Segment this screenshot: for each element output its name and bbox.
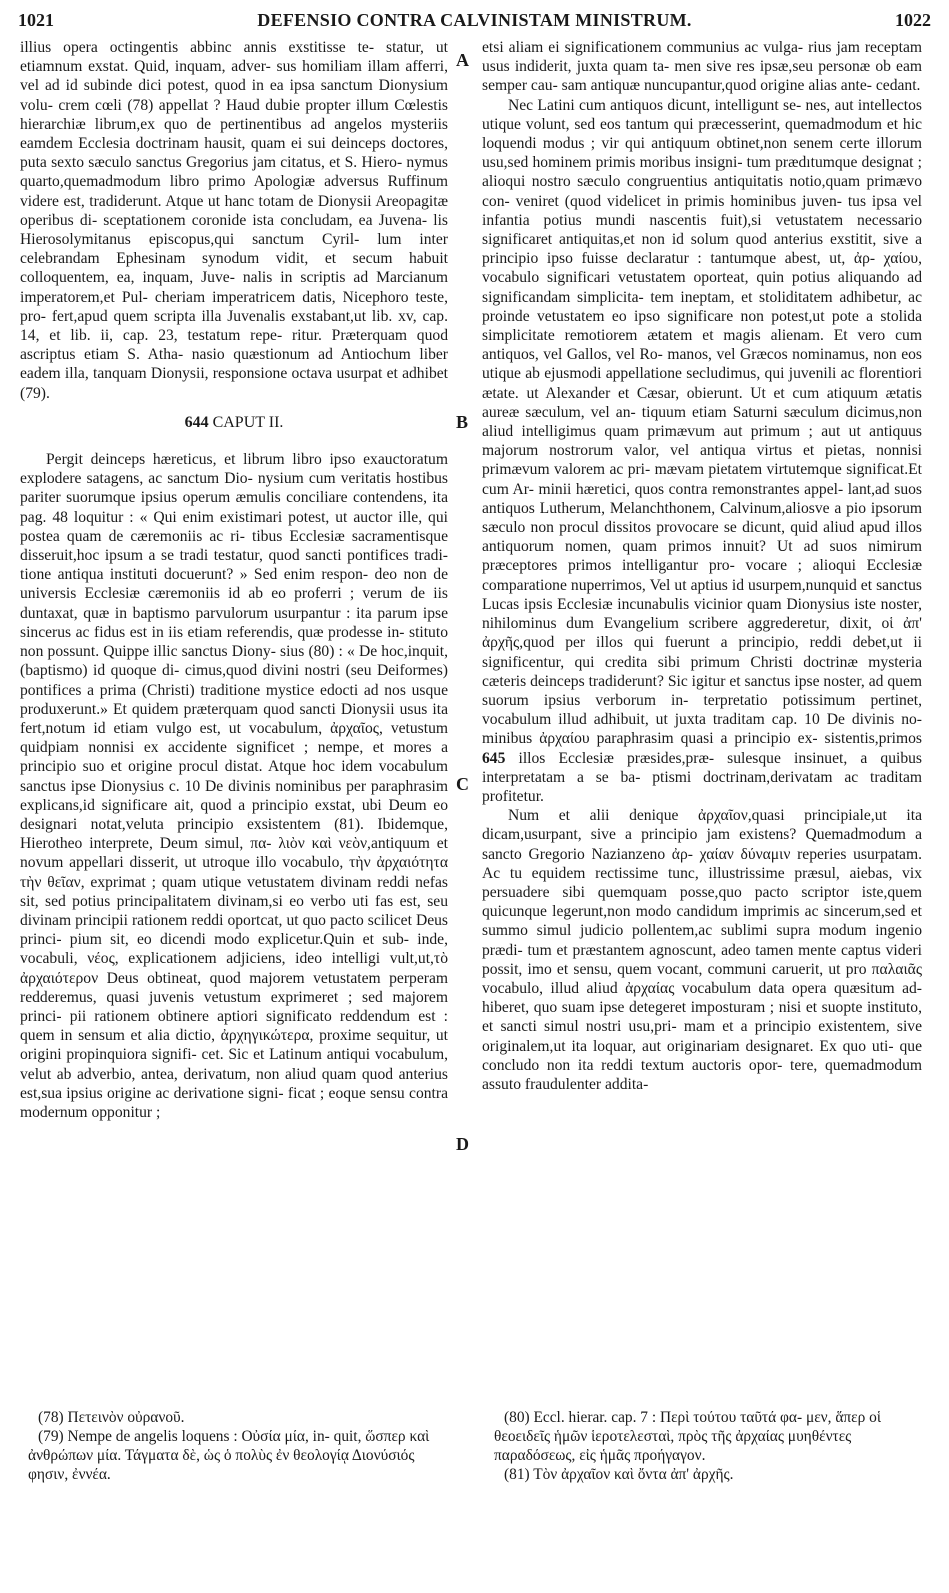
running-title: DEFENSIO CONTRA CALVINISTAM MINISTRUM. xyxy=(257,10,692,30)
right-paragraph-2-tail: illos Ecclesiæ præsides,præ- sulesque insinuet, a quibus interpretatam a se ba- ptismi doctrinam,derivatam ac traditam profitetur. xyxy=(482,749,922,805)
right-column xyxy=(482,38,922,1094)
margin-letter-d: D xyxy=(456,1134,469,1154)
margin-letter-b: B xyxy=(456,412,469,432)
margin-letter-a: A xyxy=(456,50,469,70)
footnotes-right xyxy=(494,1408,924,1484)
margin-letter-c: C xyxy=(456,774,469,794)
inline-page-number: 645 xyxy=(482,749,506,767)
footnotes-left xyxy=(28,1408,448,1484)
page-number-right: 1022 xyxy=(895,10,931,30)
left-paragraph-1: illius opera octingentis abbinc annis exstitisse te- statur, ut etiamnum exstat. Quid, inquam, adver- sus homiliam illam afferri, vel ad id subinde dici potest, quod in ea ipsa sanctum Dionysium volu- crem cœli (78) appellat ? Haud dubie propter illum Cœlestis hierarchiæ librum,ex quo de pertinentibus ad angelos mysteriis eamdem Ecclesia doctrinam hausit, quam ei sui deinceps doctores, puta sexto sæculo sanctus Gregorius jam citatus, et S. Hiero- nymus quarto,quemadmodum libro primo Apologiæ adversus Ruffinum videre est, tradiderunt. Atque ut hanc totam de Dionysii Areopagitæ operibus di- sceptationem coronide ista concludam, ea Juvena- lis Hierosolymitanus episcopus,qui sanctum Cyril- lum inter celebrandam Ephesinam synodum vidit, et secum habuit colloquentem, ea, inquam, Juve- nalis in scriptis ad Marcianum imperatorem,et Pul- cheriam imperatricem datis, Nicephoro teste, pro- fert,apud quem scripta illa Juvenalis exstabant,ut lib. xv, cap. 14, et lib. ii, cap. 23, testatum repe- ritur. Præterquam quod ascriptus etiam S. Atha- nasio quæstionum ad Antiochum liber eadem illa, tanquam Dionysii, responsione octava usurpat et adhibet (79). xyxy=(20,39,448,402)
footnote-79: (79) Nempe de angelis loquens : Οὐσία μία, in- quit, ὥσπερ καὶ ἀνθρώπων μία. Τάγματα δὲ, ὡς ὁ πολὺς ἐν θεολογίᾳ Διονύσιός φησιν, ἐννέα. xyxy=(28,1428,430,1483)
left-column xyxy=(20,38,448,1122)
footnote-78: (78) Πετεινὸν οὐρανοῦ. xyxy=(38,1409,185,1426)
left-paragraph-2: Pergit deinceps hæreticus, et librum libro ipso exauctoratum explodere satagens, ac sanctum Dio- nysium cum veritatis hostibus pariter suorumque ipsius operum æmulis conciliare contendens, ita pag. 48 loquitur : « Qui enim existimari potest, ut auctor ille, qui postea quam de cæremoniis ac ri- tibus Ecclesiæ sacramentisque disseruit,hoc ipsum a se tradi testatur, quod sancti pontifices tradi- tione antiqua instituti docuerunt? » Sed enim respon- deo non de universis Ecclesiæ cæremoniis id ab eo proferri ; verum de iis duntaxat, quæ in baptismo parvulorum usurpantur : ita parum ipse sincerus ac fidus est in iis etiam referendis, quæ prodesse in- stituto non possunt. Quippe illic sanctus Diony- sius (80) : « De hoc,inquit,(baptismo) id quoque di- cimus,quod divini nostri (seu Deiformes) pontifices a prima (Christi) traditione mystice edocti ad nos usque produxerunt.» Et quidem præterquam quod sancti Dionysii usus ita fert,notum id etiam vulgo est, ut vocabulum, ἀρχαῖος, vetustum quidpiam nonnisi ex accidente significet ; nempe, et mores a principio suo et origine procul distat. Atque hoc idem vocabulum sanctus ipse Dionysius c. 10 De divinis nominibus per paraphrasim explicans,id significare ait, quod a principio exstat, ubi Deum eo designari notat,veluta principio exsistentem (81). Ibidemque, Hierotheo interprete, Deum simul, πα- λιὸν καὶ νεὸν,antiquum et novum appellari disserit, ut utroque illo vocabulo, τὴν ἀρχαιότητα τὴν θεῖαν, exprimat ; quam utique vetustatem divinam reddi nefas sit, sed potius principalitatem divinam,si eo verbo uti fas est, seu divinam principii rationem reddi oportcat, ut quo pacto scilicet Deus princi- pium sit, eo dicendi modo explicetur.Quin et sub- inde, vocabuli, νέος, explicationem adjiciens, ideo intelligi vult,ut,τὸ ἀρχαιότερον Deus obtineat, quod majorem vetustatem perperam redderemus, quasi juvenis vetustum exprimeret ; sed majorem princi- pii rationem obtinere aptiori significato reddendum est : quem in sensum et alia dictio, ἀρχηγικώτερα, proxime sequitur, ut origini propinquiora signifi- cet. Sic et Latinum antiqui vocabulum, velut ab adverbio, antea, derivatum, non aliud quam quod anterius est,sua ipsius origine ac derivatione signi- ficat ; eoque sensu contra modernum opponitur ; xyxy=(20,451,448,1121)
running-header xyxy=(18,10,931,36)
footnote-81: (81) Τὸν ἀρχαῖον καὶ ὄντα ἀπ' ἀρχῆς. xyxy=(504,1466,734,1483)
chapter-number: 644 xyxy=(184,413,209,431)
right-paragraph-2 xyxy=(482,96,922,807)
page-number-left: 1021 xyxy=(18,10,54,30)
chapter-title: CAPUT II. xyxy=(212,413,284,431)
right-paragraph-2-text: Nec Latini cum antiquos dicunt, intelligunt se- nes, aut intellectos utique volunt, sed eos tantum qui præcesserint, quemadmodum et hic loquendi modus ; vir qui antiquum obtinet,non senem certe illorum usu,sed hominem primis moribus insigni- tum prædıtumque designat ; alioqui nostro sæculo congruentius antiquitatis notio,quam primævo con- veniret (quod videlicet in primis hominibus juven- tus ipsa vel infantia potius mundi nascentis fuit),si vetustatem necessario significaret antiquitas,et non id solum quod anterius exstitit, sive a principio ipso fuisse declaratur : tantumque abest, ut, ἀρ- χαίου, vocabulo significari vetustatem oporteat, quin potius aliquando ad significandam simplicita- tem ineptam, et stoliditatem adhibetur, ac proinde vetustatem eo ipso significare non potest,ut pote a stolida simplicitate remotiorem ætatem et magis alienam. Et vero cum antiquos, vel Gallos, vel Ro- manos, vel Græcos nominamus, non eos utique ab ejusmodi appellatione secludimus, qui juvenili ac florentiori ætate. ut Alexander et Cæsar, obierunt. Ut et cum atiquum ætatis aureæ sæculum, vel an- tiquum etiam Saturni sæculum dicimus,non aliud intelligimus quam primævum aut primum ; aut ut antiquus majorum nostrorum valor, vel antiqua virtus et pietas, nonnisi primævum valorem ac pri- mævam pietatem virtutemque significat.Et cum Ar- minii hæretici, quos contra remonstrantes appel- lant,ad suos antiquos Lutherum, Melanchthonem, Calvinum,aliosve a pio ipsorum sæculo non procul dissitos provocare se dicunt, quid aliud apud illos antiquorum nomen, quam primos innuit? Ut ad suos nimirum præceptores primos intelligantur pro- vocare ; alioqui Ecclesiæ comparatione nuperrimos, Vel ut aptius id usurpem,nunquid et sanctus Lucas ipsis Ecclesiæ incunabulis vicinior quam Dionysius iste noster, nihilominus dum Evangelium scribere aggrederetur, dixit, οἱ ἀπ' ἀρχῆς,quod per illos qui fuerunt a principio, reddi debet,ut ii significentur, qui credita sibi primum Christi doctrinæ mysteria cæteris deinceps tradiderunt? Sic igitur et sanctus ipse noster, ad quem suorum ipsius verborum in- terpretatio potissimum pertinet, vocabulum illud adhibuit, ut juxta traditam cap. 10 De divinis no- minibus ἀρχαίου paraphrasim quasi a principio ex- sistentis,primos xyxy=(482,96,922,748)
right-paragraph-3: Num et alii denique ἀρχαῖον,quasi principiale,ut ita dicam,usurpant, sive a principio jam existens? Quemadmodum a sancto Gregorio Nazianzeno ἀρ- χαίαν δύναμιν reperies usurpatam. Ac tu equidem rectissime tunc, illustrissime præsul, aiebas, vix persuadere sibi quemquam posse,quo pacto scriptor iste,quem quicunque legerunt,non modo candidum imprimis ac sincerum,sed et summo simul judicio pollentem,ac sublimi supra modum ingenio prædi- tum et præstantem agnoscunt, adeo tamen mente captus videri possit, imo et sensu, quem vocant, communi caruerit, ut pro παλαιᾶς vocabulo, illud aliud ἀρχαίας vocabulum data opera quæsitum ad- hiberet, quo suam ipse detegeret imposturam ; nisi et suopte instituto, et sancti simul nostri usu,pri- mam et a principio existentem, sive originalem,ut ita loquar, aut originariam designaret. Ex quo uti- que concludo non ita reddi textum auctoris opor- tere, quemadmodum assuto fraudulenter addita- xyxy=(482,807,922,1093)
footnote-80: (80) Eccl. hierar. cap. 7 : Περὶ τούτου ταῦτά φα- μεν, ἅπερ οἱ θεοειδεῖς ἡμῶν ἱεροτελεσταὶ, πρὸς τῆς ἀρχαίας μυηθέντες παραδόσεως, εἰς ἡμᾶς προήγαγον. xyxy=(494,1409,881,1464)
right-paragraph-1: etsi aliam ei significationem communius ac vulga- rius jam receptam usus indiderit, juxta quam ta- men sive res ipsæ,seu personæ ob eam semper cau- sam antiquæ nuncupantur,quod origine alias ante- cedant. xyxy=(482,39,922,95)
chapter-heading xyxy=(20,413,448,432)
